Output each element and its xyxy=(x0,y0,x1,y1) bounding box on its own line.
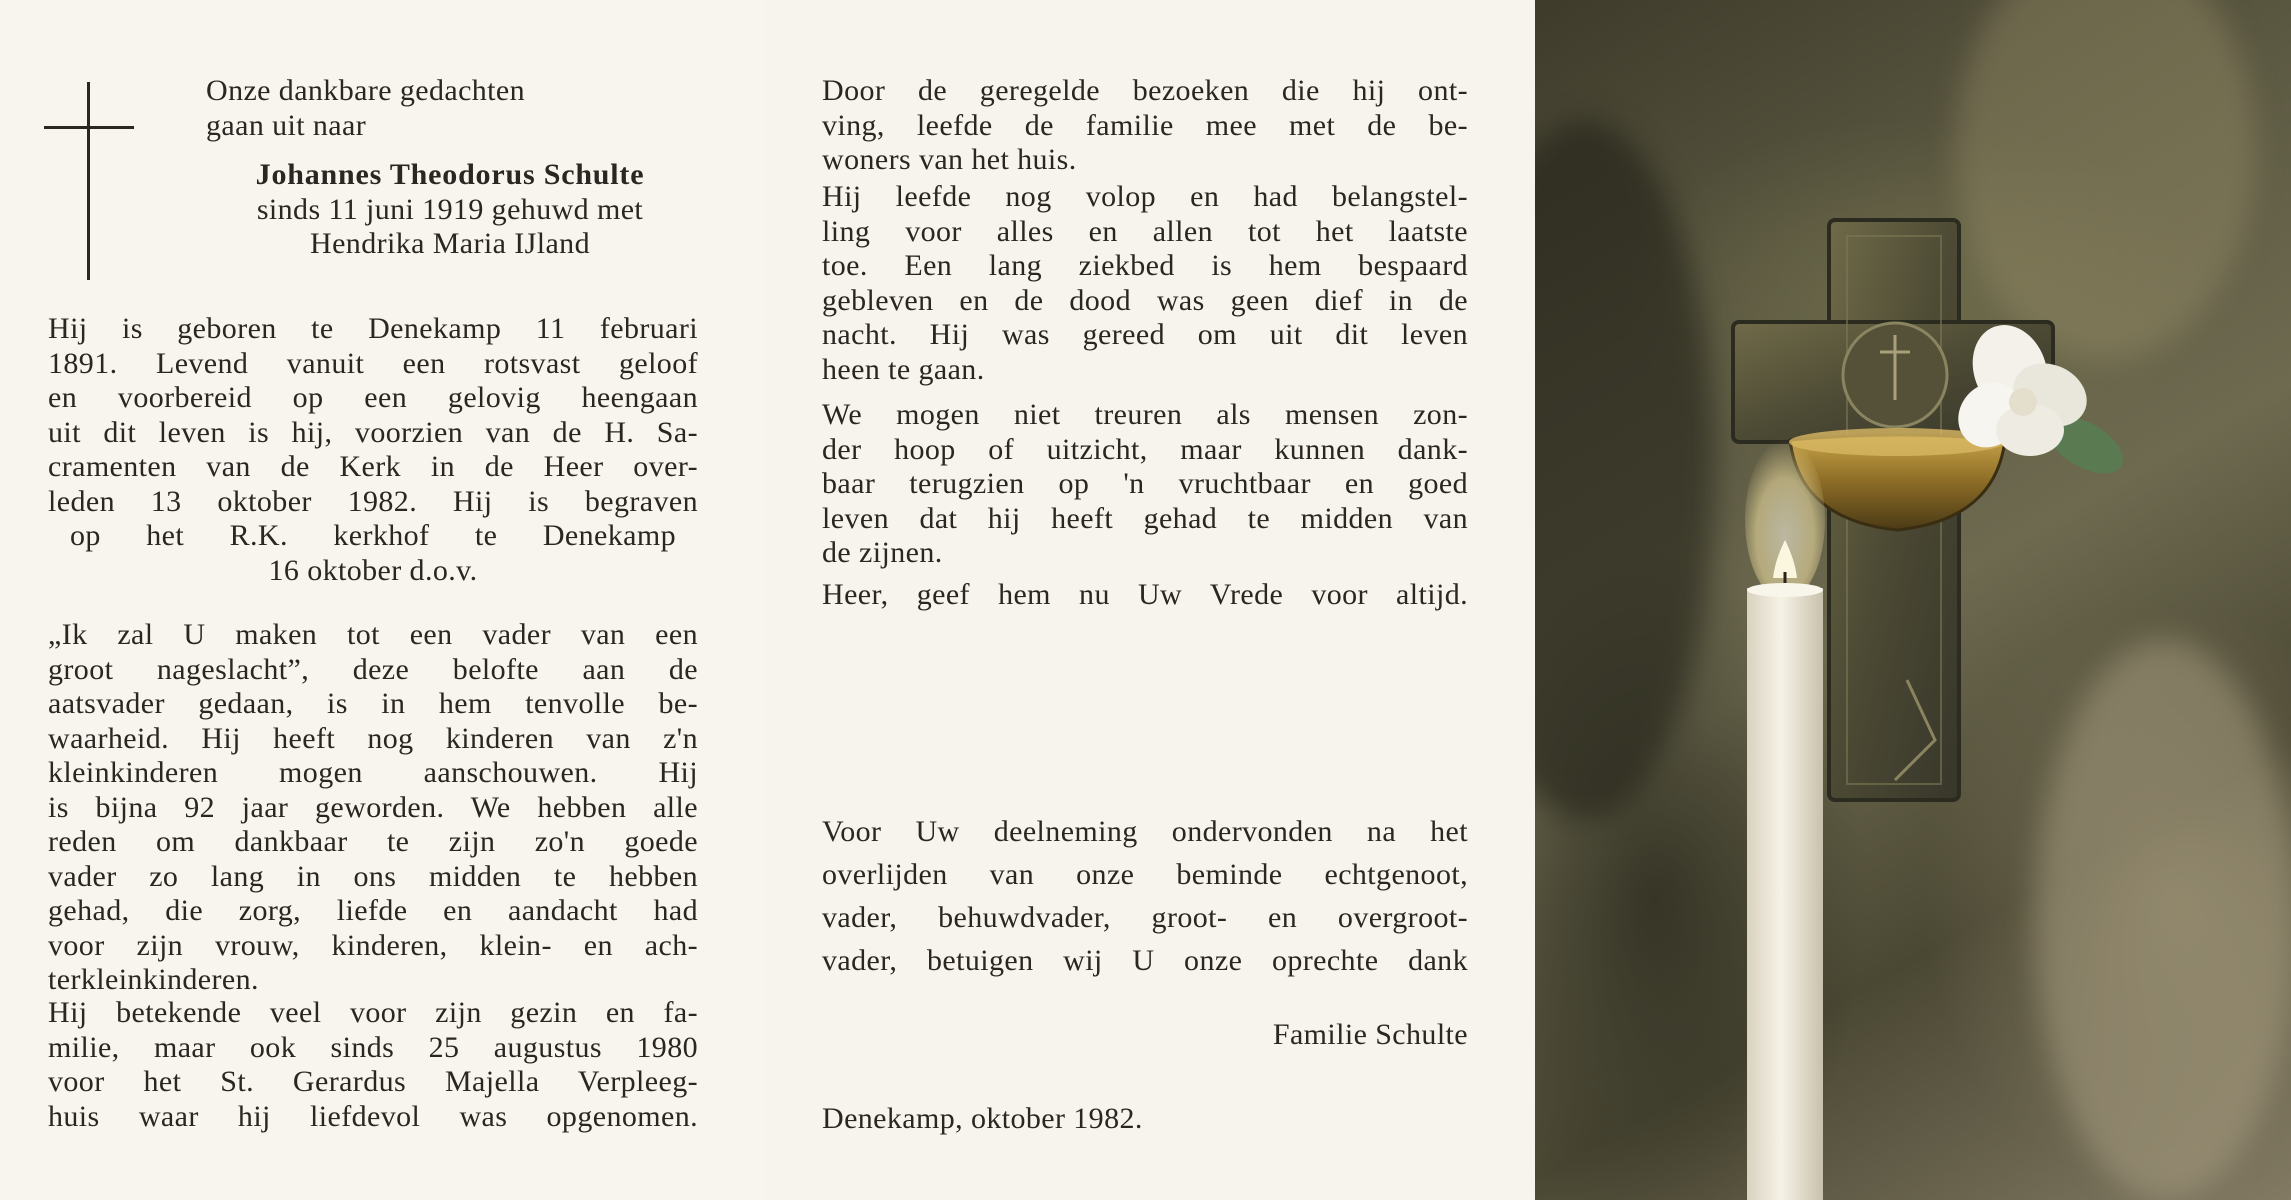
candle-icon xyxy=(1745,440,1825,1200)
text-line: baar terugzien op 'n vruchtbaar en goed xyxy=(822,467,1468,500)
text-line: leven dat hij heeft gehad te midden van xyxy=(822,501,1468,535)
text-line: nacht. Hij was gereed om uit dit leven xyxy=(822,318,1468,351)
text-line: is bijna 92 jaar geworden. We hebben alle xyxy=(48,790,698,824)
quote-paragraph xyxy=(48,618,698,998)
text-line: reden om dankbaar te zijn zo'n goede xyxy=(48,825,698,858)
text-line: voor het St. Gerardus Majella Verpleeg- xyxy=(48,1065,698,1098)
text-line: voor zijn vrouw, kinderen, klein- en ach- xyxy=(48,928,698,962)
intro-line: Onze dankbare gedachten xyxy=(206,74,526,107)
life-paragraph xyxy=(822,180,1468,387)
text-line: Door de geregelde bezoeken die hij ont- xyxy=(822,74,1468,107)
text-line: „Ik zal U maken tot een vader van een xyxy=(48,618,698,651)
cross-scene xyxy=(1535,0,2291,1200)
name-block xyxy=(200,158,700,262)
text-line: op het R.K. kerkhof te Denekamp xyxy=(70,519,676,552)
text-line: ling voor alles en allen tot het laatste xyxy=(822,214,1468,248)
text-line: waarheid. Hij heeft nog kinderen van z'n xyxy=(48,721,698,755)
hope-paragraph xyxy=(822,398,1468,571)
text-line: groot nageslacht”, deze belofte aan de xyxy=(48,652,698,686)
cross-icon xyxy=(44,82,134,282)
text-line: overlijden van onze beminde echtgenoot, xyxy=(822,858,1468,891)
care-home-paragraph xyxy=(48,996,698,1134)
text-line: gehad, die zorg, liefde en aandacht had xyxy=(48,894,698,927)
biography-paragraph xyxy=(48,312,698,588)
text-line: der hoop of uitzicht, maar kunnen dank- xyxy=(822,432,1468,466)
thanks-paragraph xyxy=(822,810,1468,982)
text-line: vader, betuigen wij U onze oprechte dank xyxy=(822,944,1468,977)
text-line: Voor Uw deelneming ondervonden na het xyxy=(822,815,1468,848)
text-line: Hij betekende veel voor zijn gezin en fa- xyxy=(48,996,698,1029)
left-panel xyxy=(0,0,765,1200)
spouse-name: Hendrika Maria IJland xyxy=(310,227,590,260)
text-line: Hij leefde nog volop en had belangstel- xyxy=(822,180,1468,213)
text-line: vader zo lang in ons midden te hebben xyxy=(48,859,698,893)
text-line: vader, behuwdvader, groot- en overgroot- xyxy=(822,901,1468,934)
text-line: uit dit leven is hij, voorzien van de H. Sa- xyxy=(48,415,698,449)
text-line: milie, maar ook sinds 25 augustus 1980 xyxy=(48,1030,698,1064)
memorial-photo xyxy=(1535,0,2291,1200)
text-line: gebleven en de dood was geen dief in de xyxy=(822,283,1468,317)
text-line: cramenten van de Kerk in de Heer over- xyxy=(48,450,698,483)
text-line: leden 13 oktober 1982. Hij is begraven xyxy=(48,484,698,518)
intro-line: gaan uit naar xyxy=(206,108,367,142)
text-line: Heer, geef hem nu Uw Vrede voor altijd. xyxy=(822,578,1468,611)
text-line: Hij is geboren te Denekamp 11 februari xyxy=(48,312,698,345)
family-signature: Familie Schulte xyxy=(1272,1018,1468,1051)
place-date: Denekamp, oktober 1982. xyxy=(822,1102,1143,1135)
text-line: de zijnen. xyxy=(822,536,943,569)
intro-text xyxy=(206,74,666,143)
text-line: en voorbereid op een gelovig heengaan xyxy=(48,381,698,414)
text-line: woners van het huis. xyxy=(822,143,1077,176)
text-line: toe. Een lang ziekbed is hem bespaard xyxy=(822,249,1468,282)
text-line: kleinkinderen mogen aanschouwen. Hij xyxy=(48,756,698,789)
text-line: aatsvader gedaan, is in hem tenvolle be- xyxy=(48,687,698,720)
visits-paragraph xyxy=(822,74,1468,178)
text-line: 1891. Levend vanuit een rotsvast geloof xyxy=(48,346,698,380)
married-line: sinds 11 juni 1919 gehuwd met xyxy=(256,192,644,226)
text-line: 16 oktober d.o.v. xyxy=(268,553,478,587)
text-line: terkleinkinderen. xyxy=(48,963,259,996)
text-line: huis waar hij liefdevol was opgenomen. xyxy=(48,1099,698,1133)
text-line: We mogen niet treuren als mensen zon- xyxy=(822,398,1468,431)
text-line: ving, leefde de familie mee met de be- xyxy=(822,108,1468,142)
deceased-name: Johannes Theodorus Schulte xyxy=(255,158,645,191)
text-line: heen te gaan. xyxy=(822,352,985,386)
prayer-line xyxy=(822,578,1468,613)
